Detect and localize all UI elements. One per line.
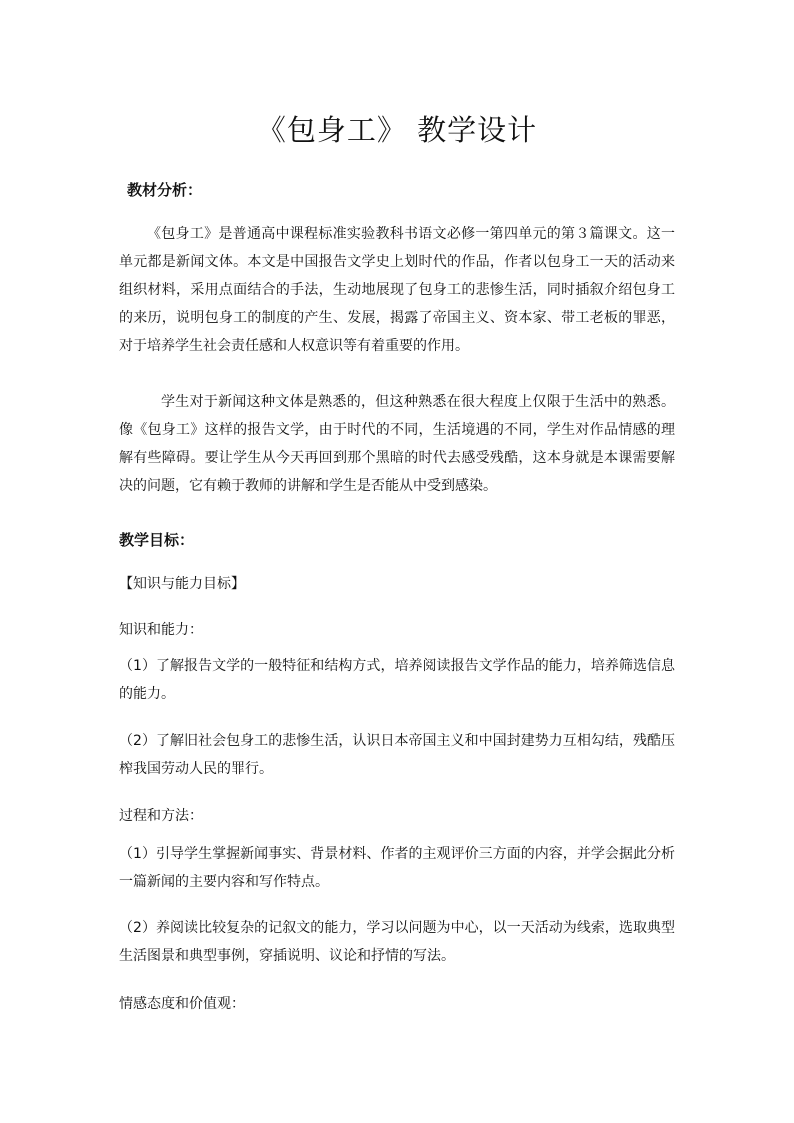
knowledge-item-2: （2）了解旧社会包身工的悲惨生活，认识日本帝国主义和中国封建势力互相勾结，残酷压榨我国劳动人民的罪行。 — [119, 733, 675, 777]
emotion-label: 情感态度和价值观： — [119, 996, 245, 1012]
analysis-paragraph-2: 学生对于新闻这种文体是熟悉的，但这种熟悉在很大程度上仅限于生活中的熟悉。像《包身工》这样的报告文学，由于时代的不同，生活境遇的不同，学生对作品情感的理解有些障碍。要让学生从今天再回到那个黑暗的时代去感受残酷，这本身就是本课需要解决的问题，它有赖于教师的讲解和学生是否能从中受到感染。 — [119, 394, 675, 494]
goals-subheading: 【知识与能力目标】 — [119, 576, 245, 592]
section-heading-analysis: 教材分析： — [127, 181, 203, 199]
analysis-paragraph-1: 《包身工》是普通高中课程标准实验教科书语文必修一第四单元的第３篇课文。这一单元都是新闻文体。本文是中国报告文学史上划时代的作品，作者以包身工一天的活动来组织材料，采用点面结合的手法，生动地展现了包身工的悲惨生活，同时插叙介绍包身工的来历，说明包身工的制度的产生、发展，揭露了帝国主义、资本家、带工老板的罪恶，对于培养学生社会责任感和人权意识等有着重要的作用。 — [119, 226, 675, 354]
document-title: 《包身工》 教学设计 — [256, 113, 538, 147]
process-label: 过程和方法： — [119, 808, 203, 824]
section-heading-goals: 教学目标： — [119, 531, 195, 549]
knowledge-label: 知识和能力： — [119, 622, 203, 638]
process-item-2: （2）养阅读比较复杂的记叙文的能力，学习以问题为中心，以一天活动为线索，选取典型生活图景和典型事例，穿插说明、议论和抒情的写法。 — [119, 920, 675, 964]
process-item-1: （1）引导学生掌握新闻事实、背景材料、作者的主观评价三方面的内容，并学会据此分析一篇新闻的主要内容和写作特点。 — [119, 846, 675, 890]
knowledge-item-1: （1）了解报告文学的一般特征和结构方式，培养阅读报告文学作品的能力，培养筛选信息的能力。 — [119, 658, 675, 702]
